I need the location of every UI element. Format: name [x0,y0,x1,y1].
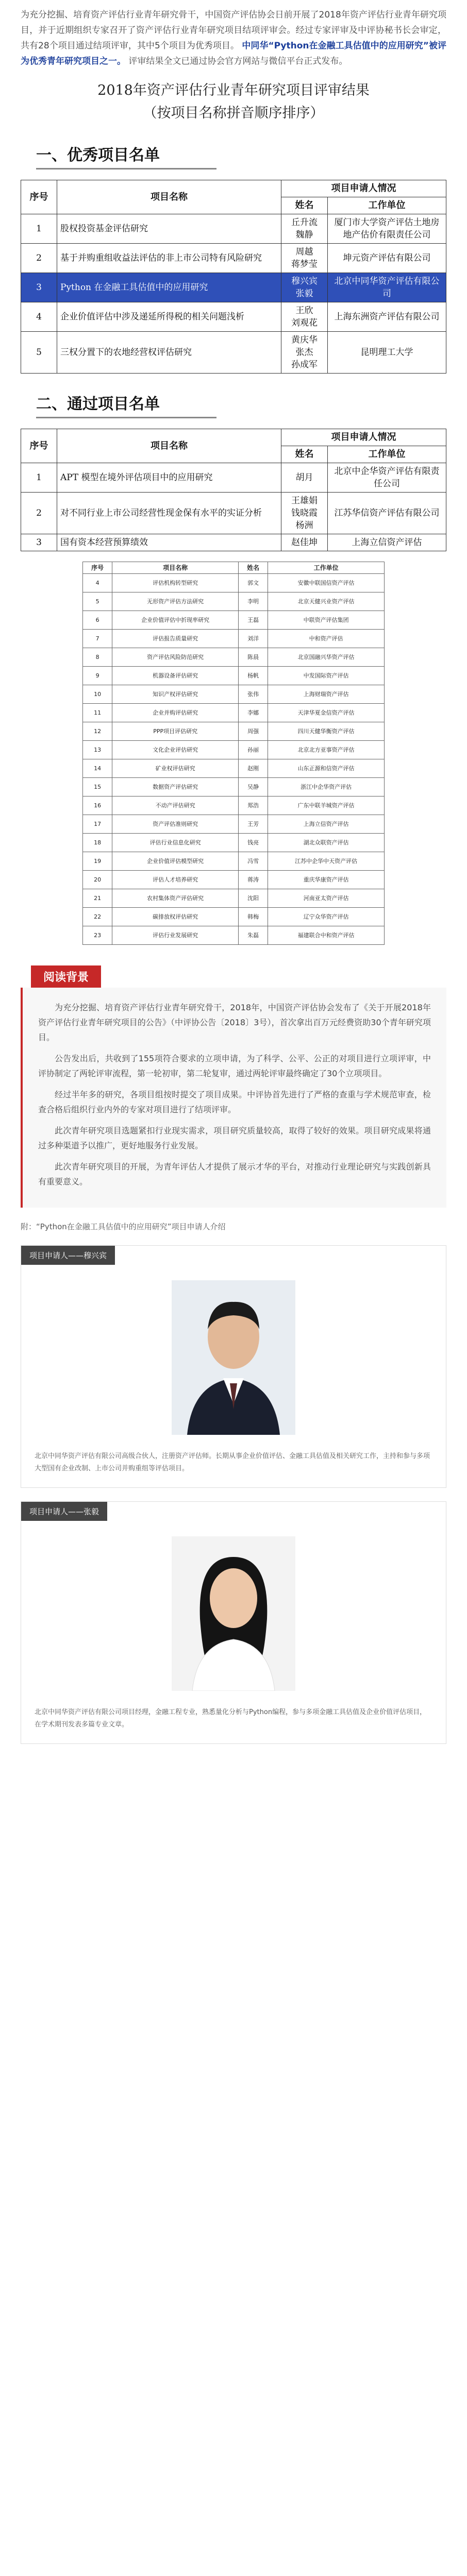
cell-project: Python 在金融工具估值中的应用研究 [57,273,281,302]
small-cell: 北京北方亚事资产评估 [268,741,385,759]
small-cell: 资产评估准则研究 [112,815,239,834]
small-cell: 安徽中联国信资产评估 [268,574,385,592]
small-cell: 6 [83,611,112,630]
col-project: 项目名称 [57,180,281,214]
table-row [83,722,385,741]
small-cell: 7 [83,630,112,648]
small-cell: 李娜 [239,704,268,722]
table-row [83,592,385,611]
avatar [172,1536,295,1691]
table-row [83,778,385,796]
small-cell: 数据资产评估研究 [112,778,239,796]
table-row [21,493,446,534]
cell-names: 穆兴宾 张毅 [281,273,328,302]
cell-project: 对不同行业上市公司经营性现金保有水平的实证分析 [57,493,281,534]
cell-no: 5 [21,332,57,374]
small-cell: 王芳 [239,815,268,834]
small-cell: 刘洋 [239,630,268,648]
reading-paragraph: 此次青年研究项目的开展，为青年评估人才提供了展示才华的平台，对推动行业理论研究与实践创新具有重要意义。 [38,1162,431,1187]
small-cell: 评估行业发展研究 [112,926,239,945]
section-rule [36,417,216,418]
table-row [83,796,385,815]
reading-background [21,965,446,1208]
small-cell: 天津华夏金信资产评估 [268,704,385,722]
intro-highlight: 中同华“Python在金融工具估值中的应用研究”被评为优秀青年研究项目之一。 [21,41,447,66]
small-cell: 重庆华康资产评估 [268,871,385,889]
small-cell: 无形资产评估方法研究 [112,592,239,611]
table-row [83,889,385,908]
small-cell: 企业价值评估模型研究 [112,852,239,871]
small-cell: 蒋涛 [239,871,268,889]
applicant-caption: 附：“Python在金融工具估值中的应用研究”项目申请人介绍 [21,1222,226,1231]
col-org: 工作单位 [328,197,446,214]
small-cell: 机器设备评估研究 [112,667,239,685]
small-cell: 北京天健兴业资产评估 [268,592,385,611]
cell-project: 股权投资基金评估研究 [57,214,281,244]
small-cell: 9 [83,667,112,685]
small-cell: 韩梅 [239,908,268,926]
small-cell: 上海财瑞资产评估 [268,685,385,704]
table-row [21,463,446,493]
col-name: 姓名 [281,197,328,214]
small-cell: 不动产评估研究 [112,796,239,815]
cell-org: 昆明理工大学 [328,332,446,374]
small-cell: 农村集体资产评估研究 [112,889,239,908]
cell-no: 1 [21,463,57,493]
table-row [83,704,385,722]
table-row [83,611,385,630]
member-card [21,1245,446,1488]
cell-no: 3 [21,273,57,302]
table-row [83,574,385,592]
cell-org: 北京中企华资产评估有限责任公司 [328,463,446,493]
cell-no: 1 [21,214,57,244]
small-cell: 16 [83,796,112,815]
small-col-header: 项目名称 [112,562,239,574]
doc-title-line2: （按项目名称拼音顺序排序） [143,105,324,121]
table-row [83,685,385,704]
section-passed-heading: 二、通过项目名单 [36,395,160,413]
small-cell: 文化企业评估研究 [112,741,239,759]
passed-table [21,429,446,551]
col-applicant: 项目申请人情况 [281,429,446,446]
small-cell: 22 [83,908,112,926]
small-cell: 中发国际资产评估 [268,667,385,685]
small-cell: 李明 [239,592,268,611]
small-cell: 14 [83,759,112,778]
cell-names: 黄庆华 张杰 孙成军 [281,332,328,374]
small-cell: 知识产权评估研究 [112,685,239,704]
table-row [83,667,385,685]
table-row [21,244,446,273]
col-no: 序号 [21,180,57,214]
cell-names: 王雄娟 钱晓霞 杨洲 [281,493,328,534]
cell-names: 周越 蒋梦莹 [281,244,328,273]
small-cell: 15 [83,778,112,796]
intro-text: 为充分挖掘、培育资产评估行业青年研究骨干，中国资产评估协会日前开展了2018年资产评估行业青年研究项目，并于近期组织专家召开了资产评估行业青年研究项目结项评审会。经过专家评审及中评协秘书长会审定，共有28个项目通过结项评审，其中5个项目为优秀项目。 [21,10,446,51]
cell-project: 企业价值评估中涉及递延所得税的相关问题浅析 [57,302,281,332]
col-applicant: 项目申请人情况 [281,180,446,197]
cell-project: 国有资本经营预算绩效 [57,534,281,551]
small-cell: 资产评估风险防范研究 [112,648,239,667]
small-cell: 辽宁众华资产评估 [268,908,385,926]
cell-project: 基于并购重组收益法评估的非上市公司特有风险研究 [57,244,281,273]
reading-paragraph: 经过半年多的研究，各项目组按时提交了项目成果。中评协首先进行了严格的查重与学术规范审查，检查合格后组织行业内外的专家对项目进行了结项评审。 [38,1090,431,1114]
small-cell: 评估报告质量研究 [112,630,239,648]
table-row [83,926,385,945]
small-cell: 13 [83,741,112,759]
small-cell: 17 [83,815,112,834]
small-cell: 12 [83,722,112,741]
small-cell: 吴静 [239,778,268,796]
small-cell: 孙丽 [239,741,268,759]
person-photo-icon [172,1280,295,1435]
avatar [172,1280,295,1435]
small-cell: 湖北众联资产评估 [268,834,385,852]
reading-paragraph: 为充分挖掘、培育资产评估行业青年研究骨干，2018年，中国资产评估协会发布了《关于开展2018年资产评估行业青年研究项目的公告》（中评协公告〔2018〕3号），首次拿出百万元经费资助30个青年研究项目。 [38,1003,431,1042]
cell-no: 2 [21,244,57,273]
cell-org: 厦门市大学资产评估土地房地产估价有限责任公司 [328,214,446,244]
cell-no: 3 [21,534,57,551]
small-cell: PPP项目评估研究 [112,722,239,741]
small-cell: 郭文 [239,574,268,592]
cell-org: 上海东洲资产评估有限公司 [328,302,446,332]
small-cell: 评估机构转型研究 [112,574,239,592]
col-name: 姓名 [281,446,328,463]
small-cell: 张伟 [239,685,268,704]
intro-tail: 评审结果全文已通过协会官方网站与微信平台正式发布。 [128,56,348,66]
cell-names: 丘升流 魏静 [281,214,328,244]
small-cell: 20 [83,871,112,889]
small-cell: 评估行业信息化研究 [112,834,239,852]
col-no: 序号 [21,429,57,463]
small-cell: 中联资产评估集团 [268,611,385,630]
cell-names: 王欣 刘观花 [281,302,328,332]
small-cell: 矿业权评估研究 [112,759,239,778]
table-row [21,214,446,244]
small-cell: 赵刚 [239,759,268,778]
section-rule [36,168,216,170]
reading-paragraph: 公告发出后，共收到了155项符合要求的立项申请，为了科学、公平、公正的对项目进行立项评审，中评协制定了两轮评审流程，第一轮初审，第二轮复审，通过两轮评审最终确定了30个立项项目。 [38,1054,431,1078]
cell-no: 2 [21,493,57,534]
table-row [83,908,385,926]
cell-names: 赵佳坤 [281,534,328,551]
small-col-header: 序号 [83,562,112,574]
small-col-header: 工作单位 [268,562,385,574]
small-cell: 企业价值评估中折现率研究 [112,611,239,630]
col-project: 项目名称 [57,429,281,463]
table-row [83,815,385,834]
member-card [21,1501,446,1744]
table-row [83,852,385,871]
small-cell: 冯雪 [239,852,268,871]
small-cell: 钱亮 [239,834,268,852]
small-cell: 福建联合中和资产评估 [268,926,385,945]
small-cell: 10 [83,685,112,704]
table-row [21,332,446,374]
cell-project: 三权分置下的农地经营权评估研究 [57,332,281,374]
small-cell: 评估人才培养研究 [112,871,239,889]
cell-org: 江苏华信资产评估有限公司 [328,493,446,534]
table-row [21,273,446,302]
reading-box [21,988,446,1208]
small-cell: 郑浩 [239,796,268,815]
small-cell: 19 [83,852,112,871]
cell-org: 北京中同华资产评估有限公司 [328,273,446,302]
cell-org: 上海立信资产评估 [328,534,446,551]
reading-paragraph: 此次青年研究项目选题紧扣行业现实需求，项目研究质量较高，取得了较好的效果。项目研究成果将通过多种渠道予以推广，更好地服务行业发展。 [38,1126,431,1150]
table-row [83,741,385,759]
small-cell: 杨帆 [239,667,268,685]
reading-badge: 阅读背景 [31,965,101,988]
small-cell: 山东正源和信资产评估 [268,759,385,778]
member-bio: 北京中同华资产评估有限公司项目经理，金融工程专业，熟悉量化分析与Python编程，参与多项金融工具估值及企业价值评估项目，在学术期刊发表多篇专业文章。 [35,1708,427,1728]
cell-project: APT 模型在境外评估项目中的应用研究 [57,463,281,493]
small-cell: 广东中联羊城资产评估 [268,796,385,815]
small-cell: 浙江中企华资产评估 [268,778,385,796]
small-col-header: 姓名 [239,562,268,574]
cell-names: 胡月 [281,463,328,493]
table-row [83,648,385,667]
result-document [21,79,446,551]
small-cell: 碳排放权评估研究 [112,908,239,926]
small-cell: 中和资产评估 [268,630,385,648]
small-cell: 北京国融兴华资产评估 [268,648,385,667]
small-cell: 5 [83,592,112,611]
small-cell: 河南亚太资产评估 [268,889,385,908]
small-cell: 11 [83,704,112,722]
cell-no: 4 [21,302,57,332]
member-head: 项目申请人——穆兴宾 [21,1246,115,1265]
small-cell: 陈晨 [239,648,268,667]
table-row [21,534,446,551]
small-cell: 沈阳 [239,889,268,908]
small-cell: 企业并购评估研究 [112,704,239,722]
small-cell: 上海立信资产评估 [268,815,385,834]
small-cell: 周强 [239,722,268,741]
table-row [83,759,385,778]
small-cell: 四川天健华衡资产评估 [268,722,385,741]
small-cell: 4 [83,574,112,592]
intro-paragraph [0,0,467,69]
table-row [83,871,385,889]
doc-title [21,79,446,125]
member-head: 项目申请人——张毅 [21,1502,107,1521]
table-row [83,834,385,852]
person-photo-icon [172,1536,295,1691]
small-cell: 江苏中企华中天资产评估 [268,852,385,871]
small-cell: 18 [83,834,112,852]
small-cell: 8 [83,648,112,667]
member-bio: 北京中同华资产评估有限公司高级合伙人，注册资产评估师。长期从事企业价值评估、金融工具估值及相关研究工作，主持和参与多项大型国有企业改制、上市公司并购重组等评估项目。 [35,1452,430,1472]
small-cell: 朱磊 [239,926,268,945]
excellent-table [21,180,446,374]
small-cell: 23 [83,926,112,945]
section-excellent-heading: 一、优秀项目名单 [36,146,160,164]
table-row [21,302,446,332]
passed-continuation [82,562,385,945]
passed-small-table [82,562,385,945]
cell-org: 坤元资产评估有限公司 [328,244,446,273]
doc-title-line1: 2018年资产评估行业青年研究项目评审结果 [97,82,370,98]
small-cell: 王磊 [239,611,268,630]
table-row [83,630,385,648]
small-cell: 21 [83,889,112,908]
col-org: 工作单位 [328,446,446,463]
